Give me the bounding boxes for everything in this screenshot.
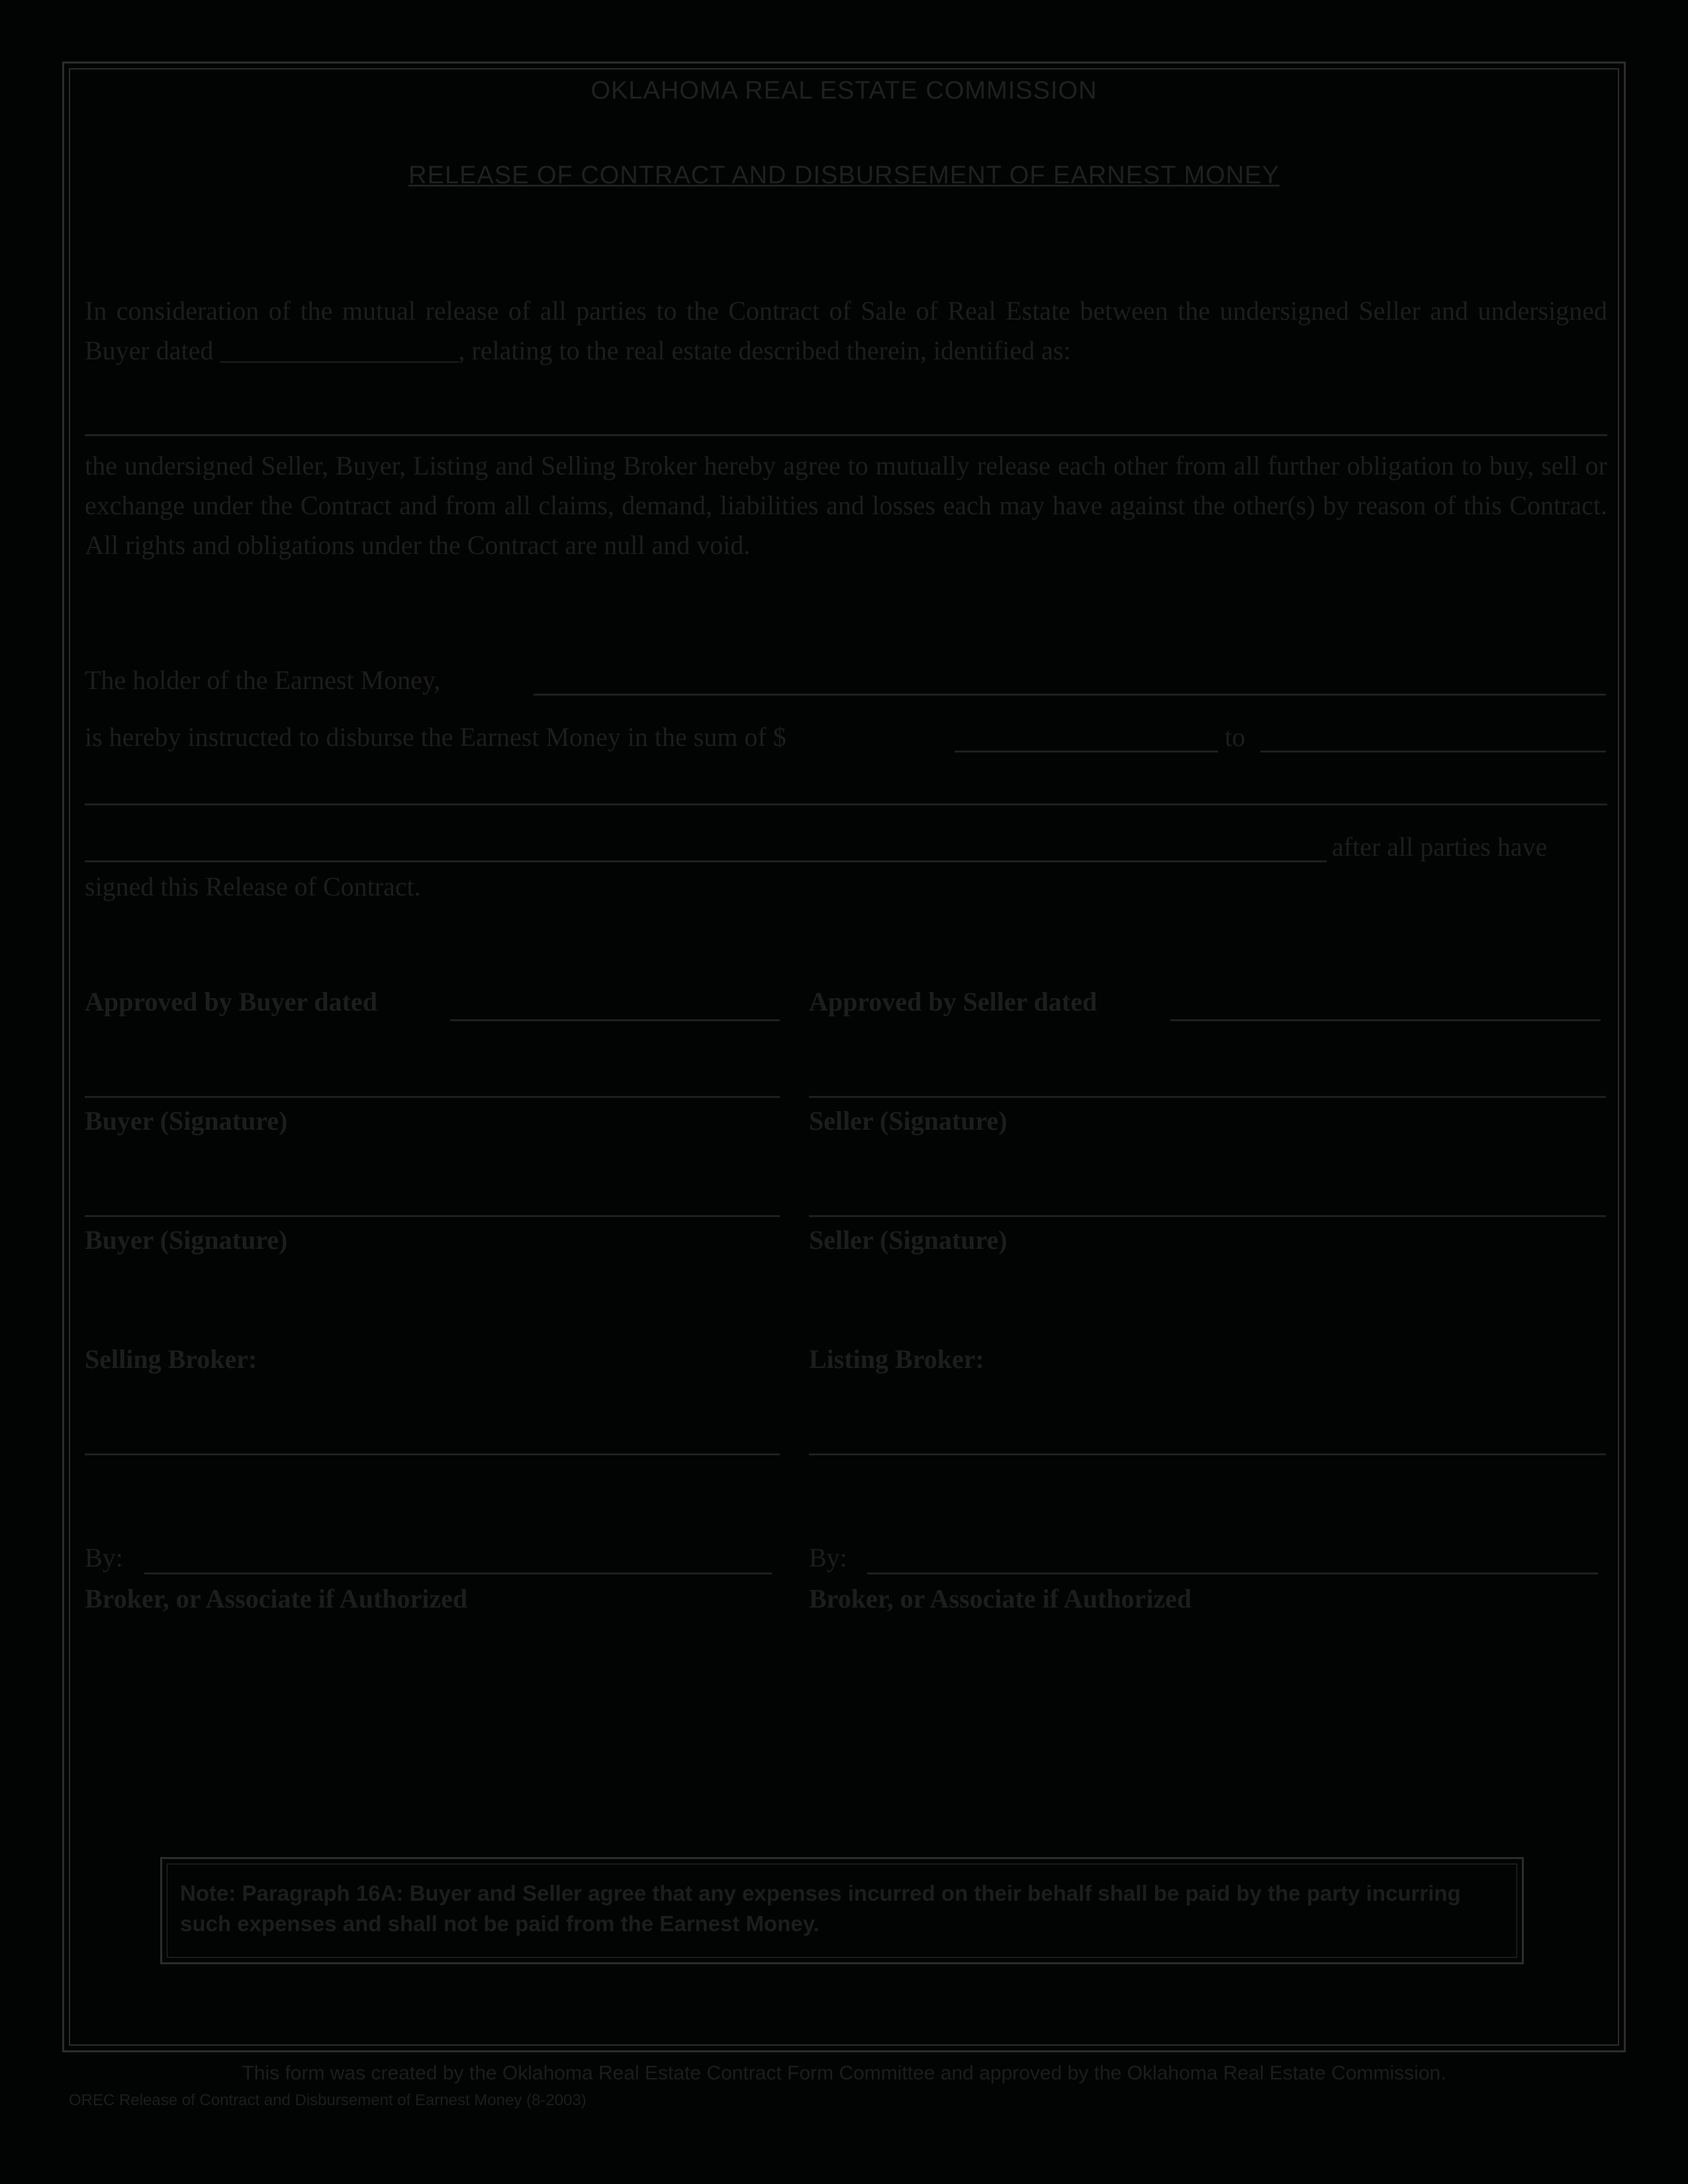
after-parties-label: after all parties have: [1332, 832, 1548, 862]
buyer-signature-line-1[interactable]: [85, 1096, 780, 1098]
intro-paragraph: In consideration of the mutual release of all parties to the Contract of Sale of Real Estate between the undersigned Seller and undersigned Buyer dated __________________, relating to the real estate described therein, identified as:: [85, 296, 1607, 365]
listing-broker-label: Listing Broker:: [809, 1344, 984, 1374]
form-title: RELEASE OF CONTRACT AND DISBURSEMENT OF EARNEST MONEY: [408, 161, 1280, 189]
seller-signature-line-1[interactable]: [809, 1096, 1606, 1098]
seller-signature-label-1: Seller (Signature): [809, 1106, 1008, 1136]
seller-date-line[interactable]: [1170, 1019, 1601, 1021]
buyer-signature-label-2: Buyer (Signature): [85, 1225, 288, 1255]
selling-broker-label: Selling Broker:: [85, 1344, 258, 1374]
listing-broker-line[interactable]: [809, 1453, 1606, 1455]
agency-heading: OKLAHOMA REAL ESTATE COMMISSION: [590, 77, 1098, 105]
footer-created-by: This form was created by the Oklahoma Real Estate Contract Form Committee and approved by the Oklahoma Real Estate Commission.: [242, 2062, 1446, 2084]
disburse-label: is hereby instructed to disburse the Earnest Money in the sum of $: [85, 722, 786, 752]
to-label: to: [1225, 722, 1246, 752]
seller-signature-line-2[interactable]: [809, 1215, 1606, 1217]
property-identification-line[interactable]: [85, 434, 1607, 436]
buyer-date-line[interactable]: [450, 1019, 780, 1021]
associate-label-right: Broker, or Associate if Authorized: [809, 1584, 1192, 1614]
holder-name-line[interactable]: [534, 694, 1606, 696]
recipient-continuation-line[interactable]: [85, 803, 1607, 805]
selling-broker-line[interactable]: [85, 1453, 780, 1455]
by-label-left: By:: [85, 1543, 123, 1572]
seller-approved-label: Approved by Seller dated: [809, 987, 1098, 1017]
buyer-signature-line-2[interactable]: [85, 1215, 780, 1217]
footer-form-id: OREC Release of Contract and Disbursement of Earnest Money (8-2003): [69, 2091, 586, 2109]
by-line-left[interactable]: [144, 1572, 772, 1574]
seller-signature-label-2: Seller (Signature): [809, 1225, 1008, 1255]
holder-label: The holder of the Earnest Money,: [85, 665, 441, 695]
by-label-right: By:: [809, 1543, 847, 1572]
recipient-continuation-line-2[interactable]: [85, 860, 1327, 862]
amount-line[interactable]: [955, 751, 1218, 752]
expenses-note: Note: Paragraph 16A: Buyer and Seller agree that any expenses incurred on their behalf shall be paid by the party incurring such expenses and shall not be paid from the Earnest Money.: [180, 1881, 1461, 1936]
buyer-signature-label-1: Buyer (Signature): [85, 1106, 288, 1136]
associate-label-left: Broker, or Associate if Authorized: [85, 1584, 468, 1614]
by-line-right[interactable]: [867, 1572, 1598, 1574]
recipient-line[interactable]: [1260, 751, 1606, 752]
signed-release-label: signed this Release of Contract.: [85, 872, 421, 901]
buyer-approved-label: Approved by Buyer dated: [85, 987, 377, 1017]
release-paragraph: the undersigned Seller, Buyer, Listing and Selling Broker hereby agree to mutually release each other from all further obligation to buy, sell or exchange under the Contract and from all claims, demand, liabilities and losses each may have against the other(s) by reason of this Contract. All rights and obligations under the Contract are null and void.: [85, 451, 1607, 560]
